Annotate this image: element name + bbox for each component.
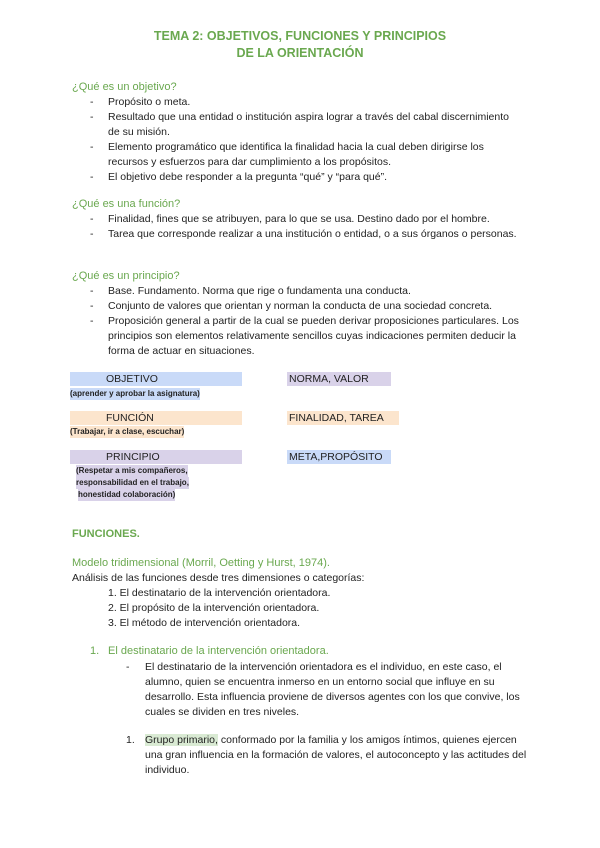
document-title-line2: DE LA ORIENTACIÓN [236, 46, 364, 60]
list-item: Elemento programático que identifica la finalidad hacia la cual deben dirigirse los recursos y esfuerzos para dar cumplimiento a los propósitos. [108, 141, 484, 168]
dimension-item: 3. El método de intervención orientadora. [108, 617, 301, 629]
concept-term: FUNCIÓN [70, 411, 242, 425]
list-item: Finalidad, fines que se atribuyen, para lo que se usa. Destino dado por el hombre. [108, 213, 490, 225]
dimension-item: 1. El destinatario de la intervención orientadora. [108, 587, 331, 599]
bullet-dash: - [90, 285, 94, 297]
bullet-dash: - [90, 171, 94, 183]
bullet-dash: - [90, 228, 94, 240]
principle-heading: ¿Qué es un principio? [72, 270, 180, 282]
level-text [145, 733, 530, 778]
list-item: Proposición general a partir de la cual se pueden derivar proposiciones particulares. Los principios son elementos relativamente sencillos cuyas indicaciones permiten deducir la forma de actuar en situaciones. [108, 315, 519, 357]
level-label: Grupo primario, [145, 734, 218, 746]
list-item: Base. Fundamento. Norma que rige o fundamenta una conducta. [108, 285, 411, 297]
bullet-dash: - [126, 661, 130, 673]
bullet-dash: - [90, 96, 94, 108]
bullet-dash: - [90, 213, 94, 225]
dimension-item: 2. El propósito de la intervención orientadora. [108, 602, 320, 614]
list-item: Propósito o meta. [108, 96, 191, 108]
function-heading: ¿Qué es una función? [72, 198, 181, 210]
concept-match: META,PROPÓSITO [287, 450, 391, 464]
subsection-heading: El destinatario de la intervención orientadora. [108, 645, 329, 657]
concept-note: responsabilidad en el trabajo, [76, 478, 189, 487]
concept-note: honestidad colaboración) [78, 490, 176, 499]
objective-heading: ¿Qué es un objetivo? [72, 81, 177, 93]
concept-match: FINALIDAD, TAREA [287, 411, 399, 425]
bullet-dash: - [90, 315, 94, 327]
model-heading: Modelo tridimensional (Morril, Oetting y Hurst, 1974). [72, 557, 330, 569]
funciones-heading: FUNCIONES. [72, 528, 140, 540]
concept-note: (Respetar a mis compañeros, [76, 466, 188, 475]
concept-term: OBJETIVO [70, 372, 242, 386]
subsection-number: 1. [90, 645, 100, 657]
subsection-text: El destinatario de la intervención orientadora es el individuo, en este caso, el alumno, quien se encuentra inmerso en un entorno social que influye en su desarrollo. Esta influencia proviene de diversos agentes con los que convive, los cuales se dividen en tres niveles. [145, 661, 520, 718]
level-number: 1. [126, 734, 135, 746]
list-item: Tarea que corresponde realizar a una institución o entidad, o a sus órganos o personas. [108, 228, 517, 240]
list-item: Conjunto de valores que orientan y norman la conducta de una sociedad concreta. [108, 300, 493, 312]
concept-match: NORMA, VALOR [287, 372, 391, 386]
list-item: Resultado que una entidad o institución aspira lograr a través del cabal discernimiento de su misión. [108, 111, 509, 138]
concept-note: (Trabajar, ir a clase, escuchar) [70, 427, 185, 436]
document-title-line1: TEMA 2: OBJETIVOS, FUNCIONES Y PRINCIPIOS [153, 29, 447, 43]
concept-note: (aprender y aprobar la asignatura) [70, 389, 200, 398]
list-item: El objetivo debe responder a la pregunta “qué” y “para qué”. [108, 171, 388, 183]
bullet-dash: - [90, 111, 94, 123]
bullet-dash: - [90, 141, 94, 153]
level-description: conformado por la familia y los amigos íntimos, quienes ejercen una gran influencia en la formación de valores, el autoconcepto y las actitudes del individuo. [145, 734, 527, 776]
analysis-text: Análisis de las funciones desde tres dimensiones o categorías: [72, 572, 365, 584]
bullet-dash: - [90, 300, 94, 312]
concept-term-highlight [70, 450, 210, 464]
concept-term: PRINCIPIO [70, 450, 242, 464]
concept-term-highlight [70, 372, 210, 386]
concept-term-highlight [70, 411, 210, 425]
